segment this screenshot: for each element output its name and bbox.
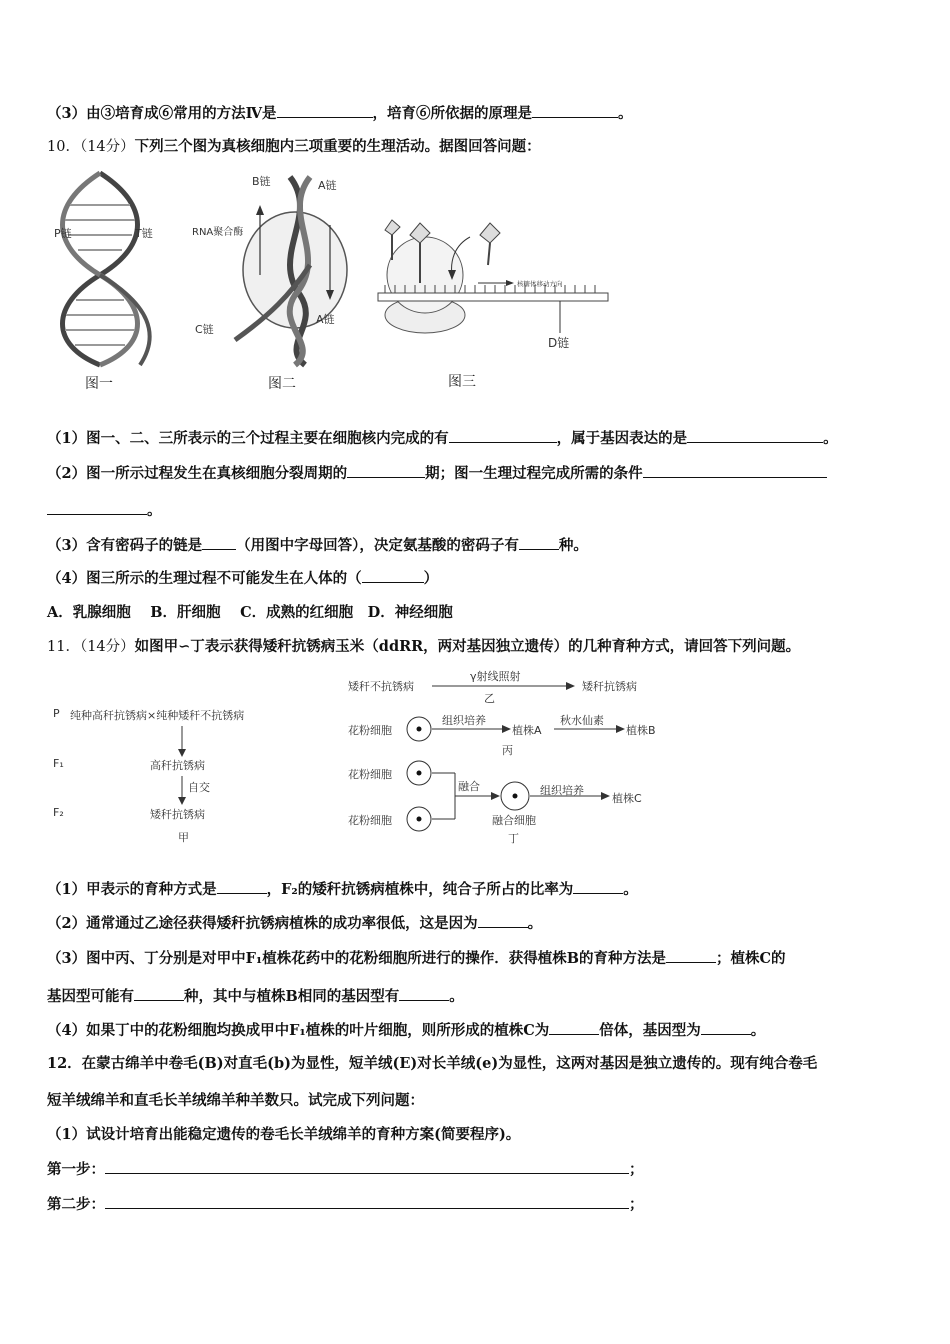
q11-stem: 11．（14分）如图甲∽丁表示获得矮秆抗锈病玉米（ddRR，两对基因独立遗传）的几种育种方式，请回答下列问题。 — [47, 638, 801, 655]
fig1-label-t: T链 — [135, 227, 153, 240]
answer-blank[interactable] — [573, 879, 623, 894]
q10-part1: （1）图一、二、三所表示的三个过程主要在细胞核内完成的有 ，属于基因表达的是 。 — [47, 430, 838, 447]
diag-plant-b: 植株B — [626, 724, 656, 737]
diag-f1-label: F₁ — [53, 757, 64, 770]
answer-blank[interactable] — [701, 1020, 751, 1035]
q12-stem-line2: 短羊绒绵羊和直毛长羊绒绵羊种羊数只。试完成下列问题： — [47, 1092, 424, 1109]
diag-selfing: 自交 — [188, 781, 210, 794]
q11-part4: （4）如果丁中的花粉细胞均换成甲中F₁植株的叶片细胞，则所形成的植株C为 倍体，基因型为 。 — [47, 1022, 766, 1039]
fig3-caption: 图三 — [448, 374, 476, 390]
diag-pollen-1: 花粉细胞 — [348, 724, 392, 737]
answer-blank[interactable] — [105, 1194, 629, 1209]
answer-blank[interactable] — [217, 879, 267, 894]
fig2-label-a-top: A链 — [318, 179, 337, 192]
q11-diagram-arrows — [0, 660, 700, 860]
answer-blank[interactable] — [478, 913, 528, 928]
diag-plant-a: 植株A — [512, 724, 542, 737]
diag-jia: 甲 — [178, 831, 189, 844]
q11-part3: （3）图中丙、丁分别是对甲中F₁植株花药中的花粉细胞所进行的操作．获得植株B的育种方法是 ；植株C的 — [47, 950, 786, 967]
q10-part4: （4）图三所示的生理过程不可能发生在人体的（ ） — [47, 570, 439, 587]
q11-part1: （1）甲表示的育种方式是 ，F₂的矮秆抗锈病植株中，纯合子所占的比率为 。 — [47, 881, 638, 898]
answer-blank[interactable] — [643, 463, 827, 478]
q10-figures — [40, 165, 620, 395]
fig2-label-b: B链 — [252, 175, 271, 188]
q12-part1: （1）试设计培育出能稳定遗传的卷毛长羊绒绵羊的育种方案(简要程序)。 — [47, 1126, 521, 1143]
diag-pollen-3: 花粉细胞 — [348, 814, 392, 827]
figure-2-transcription — [192, 174, 347, 392]
q12-step1: 第一步： ； — [47, 1161, 644, 1178]
diag-bing: 丙 — [502, 744, 513, 757]
q12-stem-line1: 12．在蒙古绵羊中卷毛(B)对直毛(b)为显性，短羊绒(E)对长羊绒(e)为显性，这两对基因是独立遗传的。现有纯合卷毛 — [47, 1055, 818, 1072]
diag-culture-1: 组织培养 — [442, 714, 486, 727]
diag-p-label: P — [53, 707, 60, 720]
q9-part3: （3）由③培育成⑥常用的方法Ⅳ是 ，培育⑥所依据的原理是 。 — [47, 105, 633, 122]
fig2-caption: 图二 — [268, 376, 296, 392]
fig2-label-rna-polymerase: RNA聚合酶 — [192, 227, 244, 238]
answer-blank[interactable] — [347, 463, 425, 478]
diag-dwarf-res: 矮秆抗锈病 — [582, 680, 637, 693]
diag-ding: 丁 — [508, 832, 519, 845]
diag-pollen-2: 花粉细胞 — [348, 768, 392, 781]
answer-blank[interactable] — [134, 986, 184, 1001]
figure-1-dna-replication — [54, 173, 153, 392]
figure-3-translation — [378, 220, 608, 390]
answer-blank[interactable] — [399, 986, 449, 1001]
q10-part2-cont: 。 — [47, 500, 162, 521]
diag-fused-cell: 融合细胞 — [492, 814, 536, 827]
answer-blank[interactable] — [362, 568, 424, 583]
fig2-label-c: C链 — [195, 323, 214, 336]
q11-part3-cont: 基因型可能有 种，其中与植株B相同的基因型有 。 — [47, 988, 464, 1005]
fig2-label-a-bottom: A链 — [316, 313, 335, 326]
q10-part3: （3）含有密码子的链是 （用图中字母回答），决定氨基酸的密码子有 种。 — [47, 537, 588, 554]
diag-p-cross: 纯种高秆抗锈病×纯种矮秆不抗锈病 — [70, 709, 245, 722]
answer-blank[interactable] — [549, 1020, 599, 1035]
diag-f2-text: 矮秆抗锈病 — [150, 808, 205, 821]
fig1-caption: 图一 — [85, 376, 113, 392]
fig1-label-p: P链 — [54, 227, 72, 240]
answer-blank[interactable] — [687, 428, 823, 443]
answer-blank[interactable] — [105, 1159, 629, 1174]
answer-blank[interactable] — [47, 500, 147, 515]
q10-part2: （2）图一所示过程发生在真核细胞分裂周期的 期；图一生理过程完成所需的条件 — [47, 463, 827, 484]
diag-colchicine: 秋水仙素 — [560, 714, 604, 727]
fig3-direction-label: 核糖体移动方向 — [517, 280, 563, 288]
answer-blank[interactable] — [666, 948, 716, 963]
answer-blank[interactable] — [519, 535, 559, 550]
diag-dwarf-nonres: 矮秆不抗锈病 — [348, 680, 414, 693]
diag-yi: 乙 — [484, 692, 495, 705]
q10-options: A．乳腺细胞 B．肝细胞 C．成熟的红细胞 D．神经细胞 — [47, 604, 453, 621]
diag-f2-label: F₂ — [53, 806, 64, 819]
answer-blank[interactable] — [532, 103, 618, 118]
diag-culture-2: 组织培养 — [540, 784, 584, 797]
diag-plant-c: 植株C — [612, 792, 642, 805]
answer-blank[interactable] — [277, 103, 373, 118]
q10-stem: 10．（14分）下列三个图为真核细胞内三项重要的生理活动。据图回答问题： — [47, 138, 541, 155]
q12-step2: 第二步： ； — [47, 1196, 644, 1213]
diag-gamma: γ射线照射 — [470, 670, 521, 683]
answer-blank[interactable] — [202, 535, 236, 550]
q11-part2: （2）通常通过乙途径获得矮秆抗锈病植株的成功率很低，这是因为 。 — [47, 915, 543, 932]
fig3-label-d: D链 — [548, 336, 570, 350]
answer-blank[interactable] — [449, 428, 557, 443]
diag-fusion: 融合 — [458, 780, 480, 793]
diag-f1-text: 高秆抗锈病 — [150, 759, 205, 772]
